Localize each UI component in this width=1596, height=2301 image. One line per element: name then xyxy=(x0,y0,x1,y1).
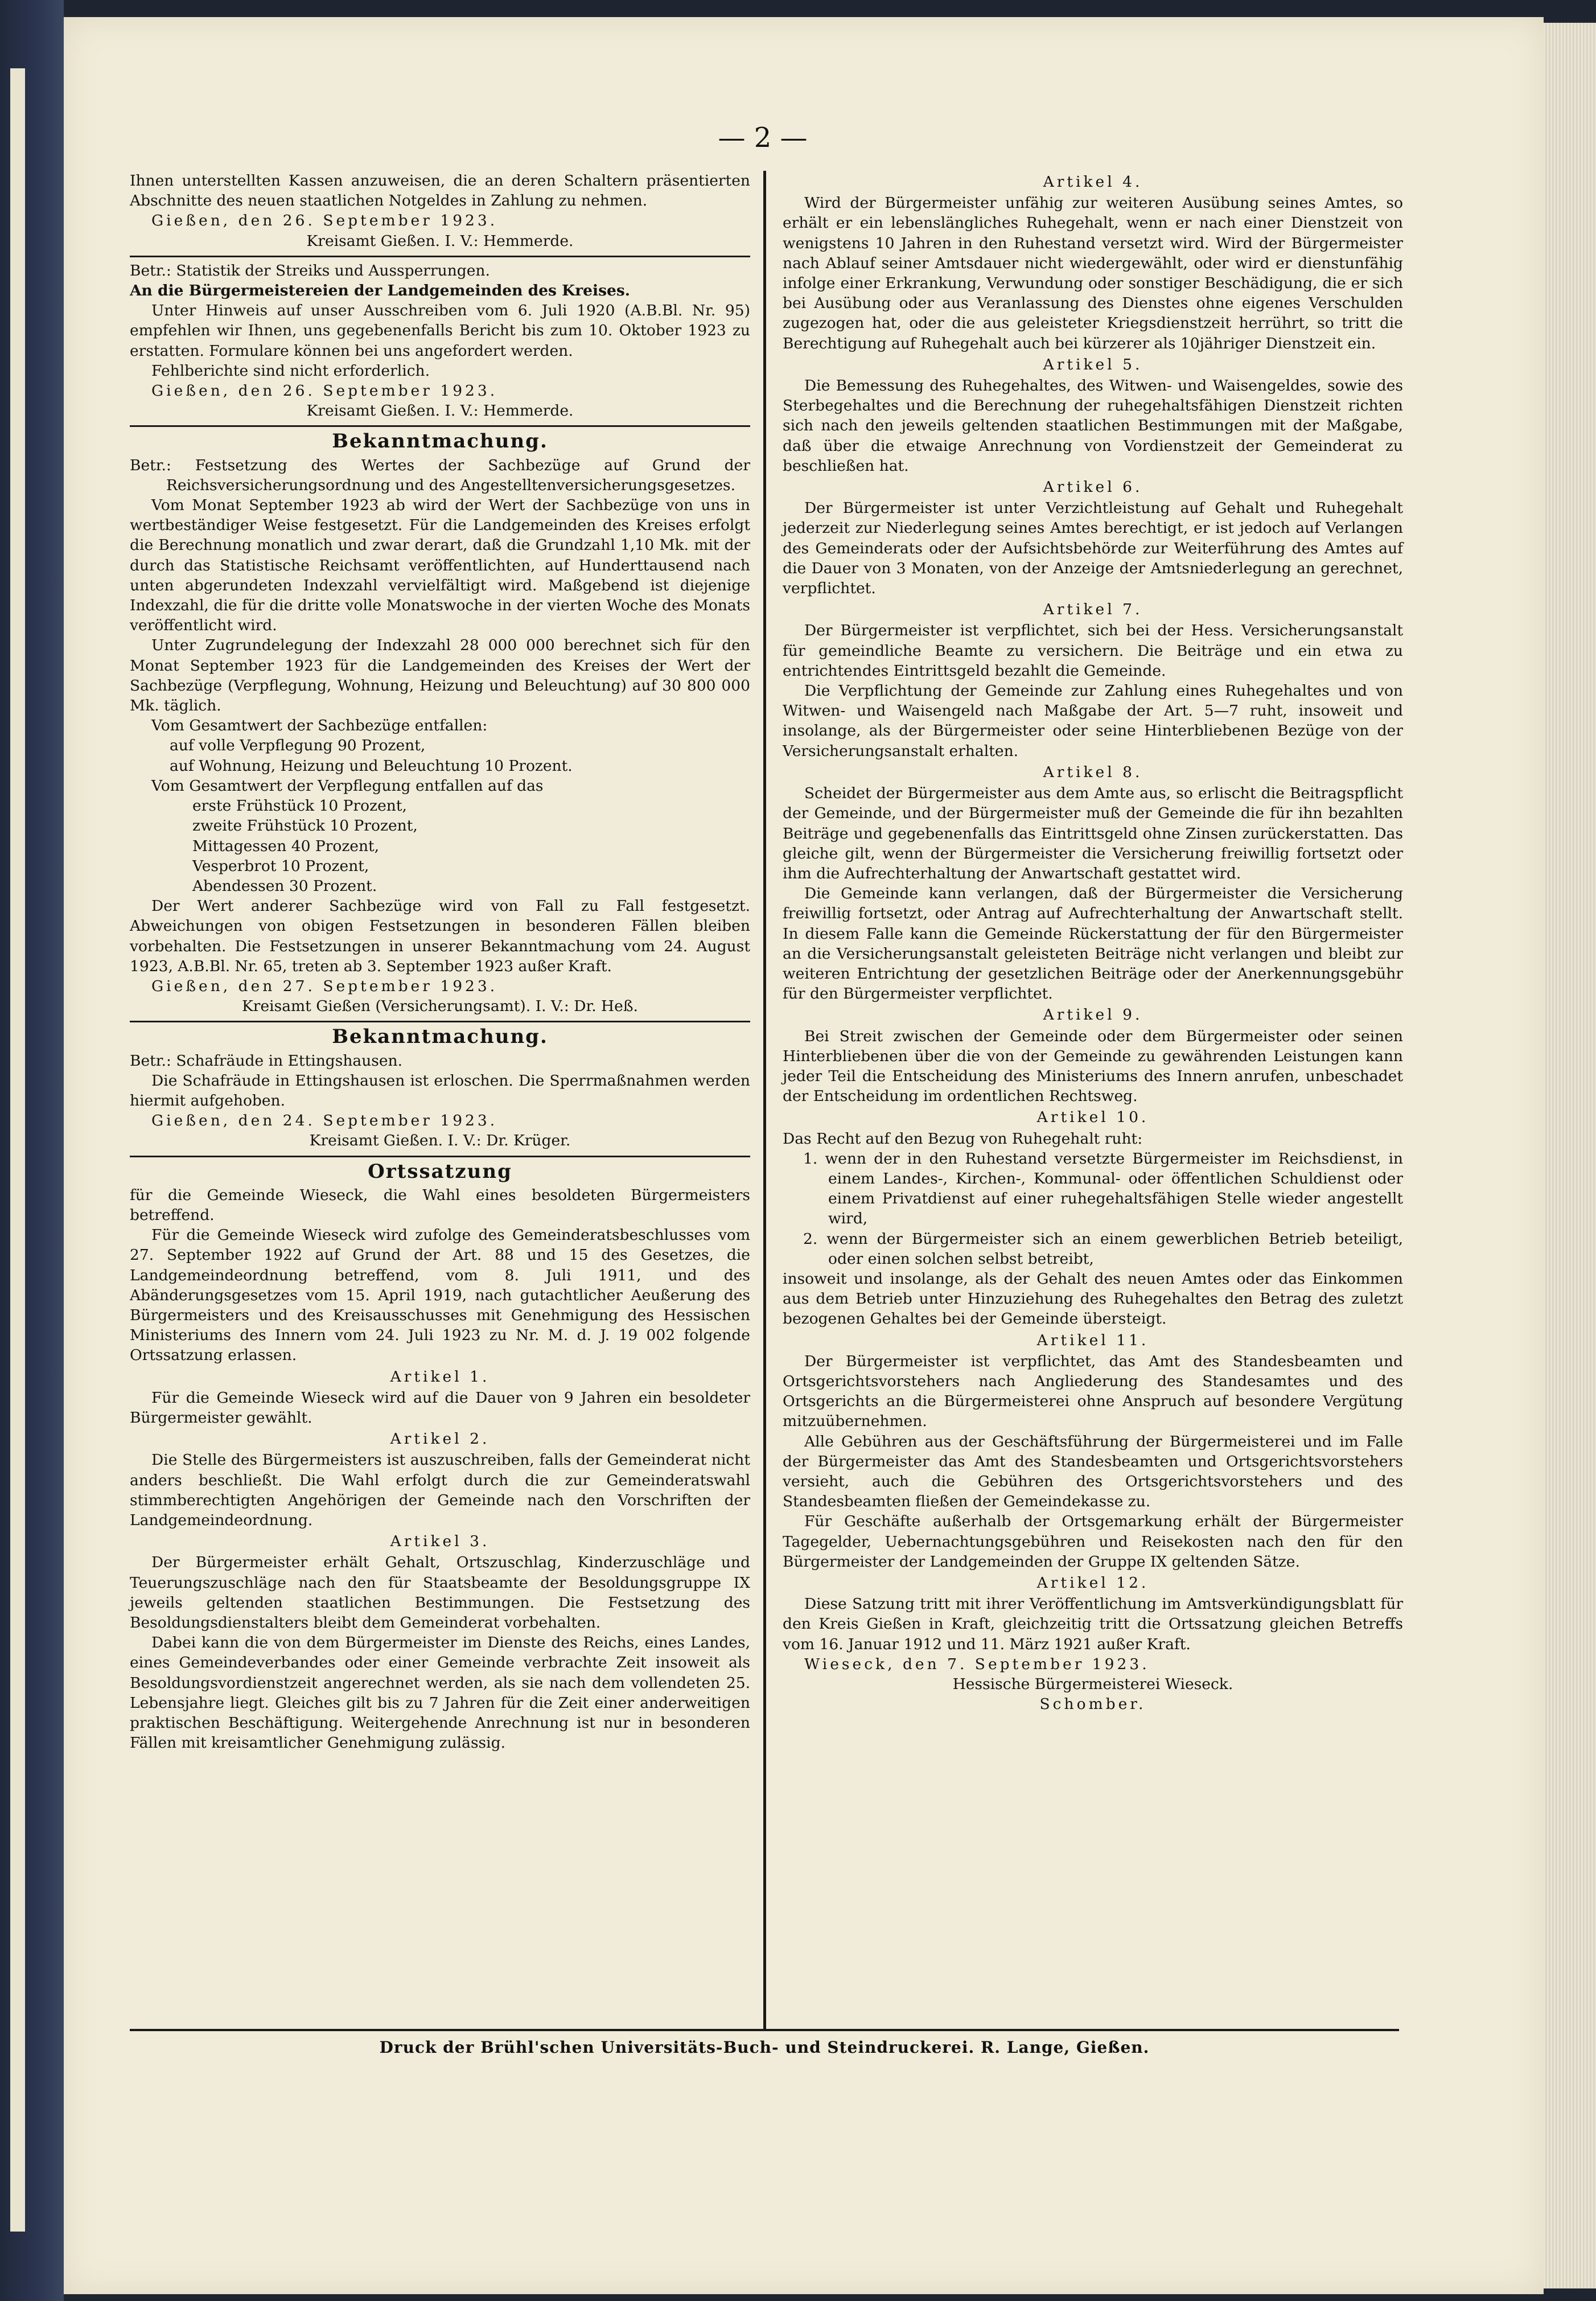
notice-2-subject: Betr.: Statistik der Streiks und Aussperrungen. xyxy=(130,261,490,280)
article-text: Für Geschäfte außerhalb der Ortsgemarkung erhält der Bürgermeister Tagegelder, Uebernachtungsgebühren und Reisekosten nach den für den Bürgermeister der Landgemeinden der Gruppe IX geltenden Sätze. xyxy=(783,1513,1403,1571)
notice-2-signature: Kreisamt Gießen. I. V.: Hemmerde. xyxy=(306,402,574,420)
article-heading: Artikel 5. xyxy=(1043,355,1143,373)
list-item: Abendessen 30 Prozent. xyxy=(192,877,377,895)
notice-4-signature: Kreisamt Gießen. I. V.: Dr. Krüger. xyxy=(309,1132,571,1150)
article-text: Die Stelle des Bürgermeisters ist auszuschreiben, falls der Gemeinderat nicht anders beschließt. Die Wahl erfolgt durch die zur Gemeinderatswahl stimmberechtigten Angehörigen der Gemeinde nach den Vorschriften der Landgemeindeordnung. xyxy=(130,1451,750,1529)
article-text: Diese Satzung tritt mit ihrer Veröffentlichung im Amtsverkündigungsblatt für den Kreis Gießen in Kraft, gleichzeitig tritt die Ortssatzung gleichen Betreffs vom 16. Januar 1912 und 11. März 1921 außer Kraft. xyxy=(783,1595,1403,1653)
statute-intro: für die Gemeinde Wieseck, die Wahl eines besoldeten Bürgermeisters betreffend. xyxy=(130,1186,750,1224)
page-number: — 2 — xyxy=(718,122,808,154)
statute-preamble: Für die Gemeinde Wieseck wird zufolge des Gemeinderatsbeschlusses vom 27. September 1922 auf Grund der Art. 88 und 15 des Gesetzes, die Landgemeindeordnung betreffend, vom 8. Juli 1911, und des Abänderungsgesetzes vom 15. April 1919, nach gutachtlicher Aeußerung des Bürgermeisters und des Kreisausschusses mit Genehmigung des Hessischen Ministeriums des Innern vom 24. Juli 1923 zu Nr. M. d. J. 19 002 folgende Ortssatzung erlassen. xyxy=(130,1226,750,1365)
article-text: Die Verpflichtung der Gemeinde zur Zahlung eines Ruhegehaltes und von Witwen- und Waisengeld nach Maßgabe der Art. 5—7 ruht, insoweit und insolange, als der Bürgermeister oder seine Hinterbliebenen Bezüge von der Versicherungsanstalt erhalten. xyxy=(783,682,1403,760)
notice-2-addressee: An die Bürgermeistereien der Landgemeinden des Kreises. xyxy=(130,282,631,300)
notice-3-para-1: Vom Monat September 1923 ab wird der Wert der Sachbezüge von uns in wertbeständiger Weise festgesetzt. Für die Landgemeinden des Kreises erfolgt die Berechnung monatlich und zwar derart, daß die Grundzahl 1,10 Mk. mit der durch das Statistische Reichsamt veröffentlichten, auf Hunderttausend nach unten abgerundeten Indexzahl vervielfältigt wird. Maßgebend ist diejenige Indexzahl, die für die dritte volle Monatswoche in der vierten Woche des Monats veröffentlicht wird. xyxy=(130,496,750,635)
notice-2-date: Gießen, den 26. September 1923. xyxy=(151,382,498,400)
left-column xyxy=(130,171,750,1753)
notice-2-note: Fehlberichte sind nicht erforderlich. xyxy=(151,361,430,380)
article-heading: Artikel 12. xyxy=(1036,1574,1149,1592)
notice-2-body: Unter Hinweis auf unser Ausschreiben vom 6. Juli 1920 (A.B.Bl. Nr. 95) empfehlen wir Ihnen, uns gegebenenfalls Bericht bis zum 10. Oktober 1923 zu erstatten. Formulare können bei uns angefordert werden. xyxy=(130,302,750,360)
article-text: Dabei kann die von dem Bürgermeister im Dienste des Reichs, eines Landes, eines Gemeindeverbandes oder einer Gemeinde verbrachte Zeit insoweit als Besoldungsvordienstzeit angerechnet werden, als sie nach dem vollendeten 25. Lebensjahre liegt. Gleiches gilt bis zu 7 Jahren für die Zeit einer anderweitigen praktischen Beschäftigung. Weitergehende Anrechnung ist nur in besonderen Fällen mit kreisamtlicher Genehmigung zulässig. xyxy=(130,1634,750,1752)
article-heading: Artikel 1. xyxy=(390,1367,490,1386)
article-text: Alle Gebühren aus der Geschäftsführung der Bürgermeisterei und im Falle der Bürgermeister das Amt des Standesbeamten und Ortsgerichtsvorstehers versieht, auch die Gebühren des Ortsgerichtsvorstehers und des Standesbeamten fließen der Gemeindekasse zu. xyxy=(783,1432,1403,1511)
article-text: Die Gemeinde kann verlangen, daß der Bürgermeister die Versicherung freiwillig fortsetzt, oder Antrag auf Aufrechterhaltung der Anwartschaft stellt. In diesem Falle kann die Gemeinde Rückerstattung der für den Bürgermeister an die Versicherungsanstalt geleisteten Beiträge nicht verlangen und bleibt zur weiteren Entrichtung der gesetzlichen Beiträge oder der Anerkennungsgebühr für den Bürgermeister verpflichtet. xyxy=(783,885,1403,1003)
statute-heading: Ortssatzung xyxy=(368,1160,512,1183)
notice-3-heading: Bekanntmachung. xyxy=(332,430,548,453)
notice-3-date: Gießen, den 27. September 1923. xyxy=(151,977,498,995)
notice-4-date: Gießen, den 24. September 1923. xyxy=(151,1112,498,1130)
list-item: zweite Frühstück 10 Prozent, xyxy=(192,817,418,835)
article-text: Das Recht auf den Bezug von Ruhegehalt ruht: xyxy=(783,1129,1143,1148)
article-heading: Artikel 4. xyxy=(1043,173,1143,191)
column-divider xyxy=(763,171,766,2029)
right-column xyxy=(783,171,1403,1714)
article-text: Wird der Bürgermeister unfähig zur weiteren Ausübung seines Amtes, so erhält er ein lebenslängliches Ruhegehalt, wenn er nach einer Dienstzeit von wenigstens 10 Jahren in den Ruhestand versetzt wird. Wird der Bürgermeister nach Ablauf seiner Amtsdauer nicht wiedergewählt, oder wird er dienstunfähig infolge einer Erkrankung, Verwundung oder sonstiger Beschädigung, die er sich bei Ausübung oder aus Veranlassung des Dienstes ohne eigenes Verschulden zugezogen hat, oder die aus geleisteter Kriegsdienstzeit herrührt, so tritt die Berechtigung auf Ruhegehalt auch bei kürzerer als 10jähriger Dienstzeit ein. xyxy=(783,194,1403,352)
book-cover-edge xyxy=(0,0,64,2301)
facing-page-edge xyxy=(10,68,25,2232)
list-item: Mittagessen 40 Prozent, xyxy=(192,837,380,855)
statute-date: Wieseck, den 7. September 1923. xyxy=(804,1655,1150,1673)
article-heading: Artikel 10. xyxy=(1036,1108,1149,1127)
article-text: Bei Streit zwischen der Gemeinde oder dem Bürgermeister oder seinen Hinterbliebenen über die von der Gemeinde zu gewährenden Leistungen kann jeder Teil die Entscheidung des Ministeriums des Innern anrufen, unbeschadet der Entscheidung im ordentlichen Rechtsweg. xyxy=(783,1027,1403,1106)
article-heading: Artikel 6. xyxy=(1043,478,1143,496)
notice-3-para-2: Unter Zugrundelegung der Indexzahl 28 000 000 berechnet sich für den Monat September 1923 für die Landgemeinden des Kreises der Wert der Sachbezüge (Verpflegung, Wohnung, Heizung und Beleuchtung) auf 30 800 000 Mk. täglich. xyxy=(130,636,750,715)
notice-1-date: Gießen, den 26. September 1923. xyxy=(151,212,498,230)
list-item: auf volle Verpflegung 90 Prozent, xyxy=(170,737,426,755)
notice-3-para-5: Der Wert anderer Sachbezüge wird von Fall zu Fall festgesetzt. Abweichungen von obigen Festsetzungen in besonderen Fällen bleiben vorbehalten. Die Festsetzungen in unserer Bekanntmachung vom 24. August 1923, A.B.Bl. Nr. 65, treten ab 3. September 1923 außer Kraft. xyxy=(130,897,750,975)
article-text: Der Bürgermeister ist verpflichtet, sich bei der Hess. Versicherungsanstalt für gemeindliche Beamte zu versichern. Die Beiträge und ein etwa zu entrichtendes Eintrittsgeld bezahlt die Gemeinde. xyxy=(783,622,1403,680)
list-item: 2. wenn der Bürgermeister sich an einem gewerblichen Betrieb beteiligt, oder einen solchen selbst betreibt, xyxy=(803,1230,1403,1268)
article-text: Die Bemessung des Ruhegehaltes, des Witwen- und Waisengeldes, sowie des Sterbegehaltes und die Berechnung der ruhegehaltsfähigen Dienstzeit richten sich nach den jeweils geltenden staatlichen Bestimmungen mit der Maßgabe, daß über die etwaige Anrechnung von Vordienstzeit der Gemeinderat zu beschließen hat. xyxy=(783,377,1403,475)
notice-3-para-3: Vom Gesamtwert der Sachbezüge entfallen: xyxy=(151,717,488,735)
article-heading: Artikel 11. xyxy=(1036,1331,1149,1349)
article-text: insoweit und insolange, als der Gehalt des neuen Amtes oder das Einkommen aus dem Betrieb unter Hinzuziehung des Ruhegehaltes den Betrag des zuletzt bezogenen Gehaltes bei der Gemeinde übersteigt. xyxy=(783,1269,1403,1328)
printer-imprint: Druck der Brühl'schen Universitäts-Buch- und Steindruckerei. R. Lange, Gießen. xyxy=(379,2038,1150,2057)
article-text: Der Bürgermeister ist unter Verzichtleistung auf Gehalt und Ruhegehalt jederzeit zur Niederlegung seines Amtes berechtigt, er ist jedoch auf Verlangen des Gemeinderats oder der Aufsichtsbehörde zur Weiterführung des Amtes auf die Dauer von 3 Monaten, von der Anzeige der Amtsniederlegung an gerechnet, verpflichtet. xyxy=(783,499,1403,598)
notice-4-heading: Bekanntmachung. xyxy=(332,1025,548,1049)
section-divider xyxy=(130,1156,750,1157)
statute-signature-name: Schomber. xyxy=(1039,1695,1146,1714)
article-text: Der Bürgermeister erhält Gehalt, Ortszuschlag, Kinderzuschläge und Teuerungszuschläge nach den für Staatsbeamte der Besoldungsgruppe IX jeweils geltenden staatlichen Bestimmungen. Die Festsetzung des Besoldungsdienstalters bleibt dem Gemeinderat vorbehalten. xyxy=(130,1554,750,1632)
notice-3-para-4: Vom Gesamtwert der Verpflegung entfallen auf das xyxy=(151,776,544,795)
article-text: Für die Gemeinde Wieseck wird auf die Dauer von 9 Jahren ein besoldeter Bürgermeister gewählt. xyxy=(130,1388,750,1427)
section-divider xyxy=(130,256,750,257)
list-item: Vesperbrot 10 Prozent, xyxy=(192,857,369,875)
list-item: erste Frühstück 10 Prozent, xyxy=(192,797,407,815)
notice-3-signature: Kreisamt Gießen (Versicherungsamt). I. V.: Dr. Heß. xyxy=(242,997,638,1016)
list-item: auf Wohnung, Heizung und Beleuchtung 10 Prozent. xyxy=(170,757,573,775)
article-text: Der Bürgermeister ist verpflichtet, das Amt des Standesbeamten und Ortsgerichtsvorstehers nach Angliederung des Standesamtes und des Ortsgerichts an die Bürgermeisterei ohne Anspruch auf besondere Vergütung mitzuübernehmen. xyxy=(783,1352,1403,1431)
article-text: Scheidet der Bürgermeister aus dem Amte aus, so erlischt die Beitragspflicht der Gemeinde, und der Bürgermeister muß der Gemeinde die für ihn bezahlten Beiträge und gegebenenfalls das Eintrittsgeld ohne Zinsen zurückerstatten. Das gleiche gilt, wenn der Bürgermeister die Versicherung freiwillig fortsetzt oder ihm die Aufrechterhaltung der Anwartschaft gestattet wird. xyxy=(783,784,1403,882)
notice-4-subject: Betr.: Schafräude in Ettingshausen. xyxy=(130,1051,403,1070)
footer-rule xyxy=(130,2029,1399,2031)
notice-3-subject: Betr.: Festsetzung des Wertes der Sachbezüge auf Grund der Reichsversicherungsordnung und des Angestelltenversicherungsgesetzes. xyxy=(130,456,750,494)
article-heading: Artikel 8. xyxy=(1043,763,1143,781)
article-heading: Artikel 3. xyxy=(390,1532,490,1551)
article-heading: Artikel 2. xyxy=(390,1430,490,1448)
notice-4-body: Die Schafräude in Ettingshausen ist erloschen. Die Sperrmaßnahmen werden hiermit aufgehoben. xyxy=(130,1071,750,1110)
page-stack-edge xyxy=(1544,23,1596,2288)
notice-1-text: Ihnen unterstellten Kassen anzuweisen, die an deren Schaltern präsentierten Abschnitte des neuen staatlichen Notgeldes in Zahlung zu nehmen. xyxy=(130,172,750,210)
section-divider xyxy=(130,425,750,427)
notice-1-signature: Kreisamt Gießen. I. V.: Hemmerde. xyxy=(306,232,574,250)
list-item: 1. wenn der in den Ruhestand versetzte Bürgermeister im Reichsdienst, in einem Landes-, Kirchen-, Kommunal- oder öffentlichen Schuldienst oder einem Privatdienst auf einer ruhegehaltsfähigen Stelle wieder angestellt wird, xyxy=(803,1149,1403,1228)
statute-signature-office: Hessische Bürgermeisterei Wieseck. xyxy=(952,1675,1233,1694)
article-heading: Artikel 9. xyxy=(1043,1006,1143,1024)
article-heading: Artikel 7. xyxy=(1043,601,1143,619)
section-divider xyxy=(130,1021,750,1022)
